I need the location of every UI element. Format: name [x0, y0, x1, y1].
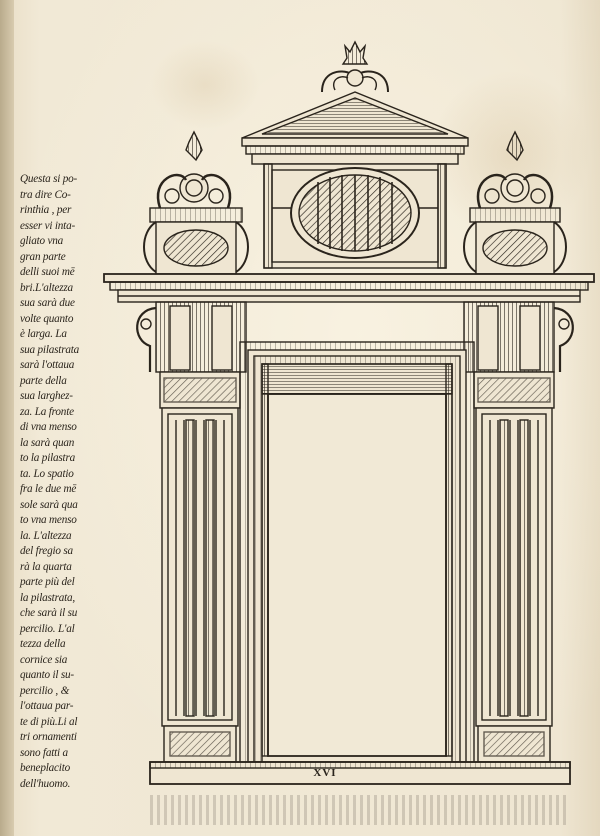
margin-note-line: sole sarà qua: [20, 498, 78, 511]
margin-note-line: tri ornamenti: [20, 731, 77, 743]
margin-note-line: di vna menso: [20, 421, 77, 433]
margin-note-line: dell'huomo.: [20, 777, 71, 790]
attic-panel: [264, 164, 446, 268]
show-through-text: [150, 795, 570, 825]
margin-note-line: la. L'altezza: [20, 529, 72, 542]
margin-note-line: esser vi inta-: [20, 219, 75, 232]
margin-note-line: za. La fronte: [20, 405, 74, 418]
margin-note-line: l'ottaua par-: [20, 700, 74, 712]
margin-note-line: te di più.Li al: [20, 715, 78, 728]
margin-note-line: la sarà quan: [20, 436, 75, 449]
margin-note-line: parte della: [20, 374, 67, 387]
margin-note-line: gran parte: [20, 250, 66, 263]
margin-note: [20, 172, 98, 792]
margin-note-line: tra dire Co-: [20, 188, 71, 201]
margin-note-line: Questa si po-: [20, 173, 78, 185]
margin-note-line: tezza della: [20, 638, 66, 650]
margin-note-line: la pilastrata,: [20, 591, 76, 604]
margin-note-line: del fregio sa: [20, 545, 73, 557]
left-pilaster: [162, 408, 238, 762]
margin-note-line: sua sarà due: [20, 297, 75, 309]
page-gutter: [0, 0, 14, 836]
margin-note-line: che sarà il su: [20, 607, 78, 619]
right-pilaster: [476, 408, 552, 762]
plinth: [150, 762, 570, 784]
margin-note-line: percilio. L'al: [20, 622, 75, 635]
margin-note-line: volte quanto: [20, 312, 74, 325]
margin-note-line: è larga. La: [20, 328, 67, 340]
margin-note-line: rinthia , per: [20, 204, 72, 216]
margin-note-line: fra le due mē: [20, 483, 77, 495]
left-acroterion: [144, 132, 248, 274]
door-frame: [240, 342, 474, 764]
pediment: [242, 92, 468, 164]
margin-note-line: to vna menso: [20, 514, 77, 526]
margin-note-line: cornice sia: [20, 653, 68, 666]
margin-note-line: to la pilastra: [20, 452, 76, 464]
margin-note-line: sua pilastrata: [20, 343, 80, 356]
margin-note-line: gliato vna: [20, 235, 64, 247]
margin-note-line: percilio , &: [20, 684, 70, 697]
right-acroterion: [464, 132, 566, 274]
margin-note-line: beneplacito: [20, 762, 70, 774]
margin-note-line: parte più del: [20, 576, 75, 588]
margin-note-line: rà la quarta: [20, 560, 72, 573]
margin-note-line: ta. Lo spatio: [20, 467, 74, 480]
margin-note-line: quanto il su-: [20, 669, 74, 681]
margin-note-line: bri.L'altezza: [20, 281, 73, 294]
plate-number: XVI: [313, 767, 337, 779]
pediment-finial: [322, 42, 388, 92]
doorway-engraving: [96, 30, 600, 800]
margin-note-line: sarà l'ottaua: [20, 359, 75, 371]
margin-note-line: sua larghez-: [20, 390, 73, 402]
cornice: [104, 274, 594, 302]
margin-note-line: sono fatti a: [20, 746, 68, 759]
margin-note-line: delli suoi mē: [20, 266, 75, 278]
